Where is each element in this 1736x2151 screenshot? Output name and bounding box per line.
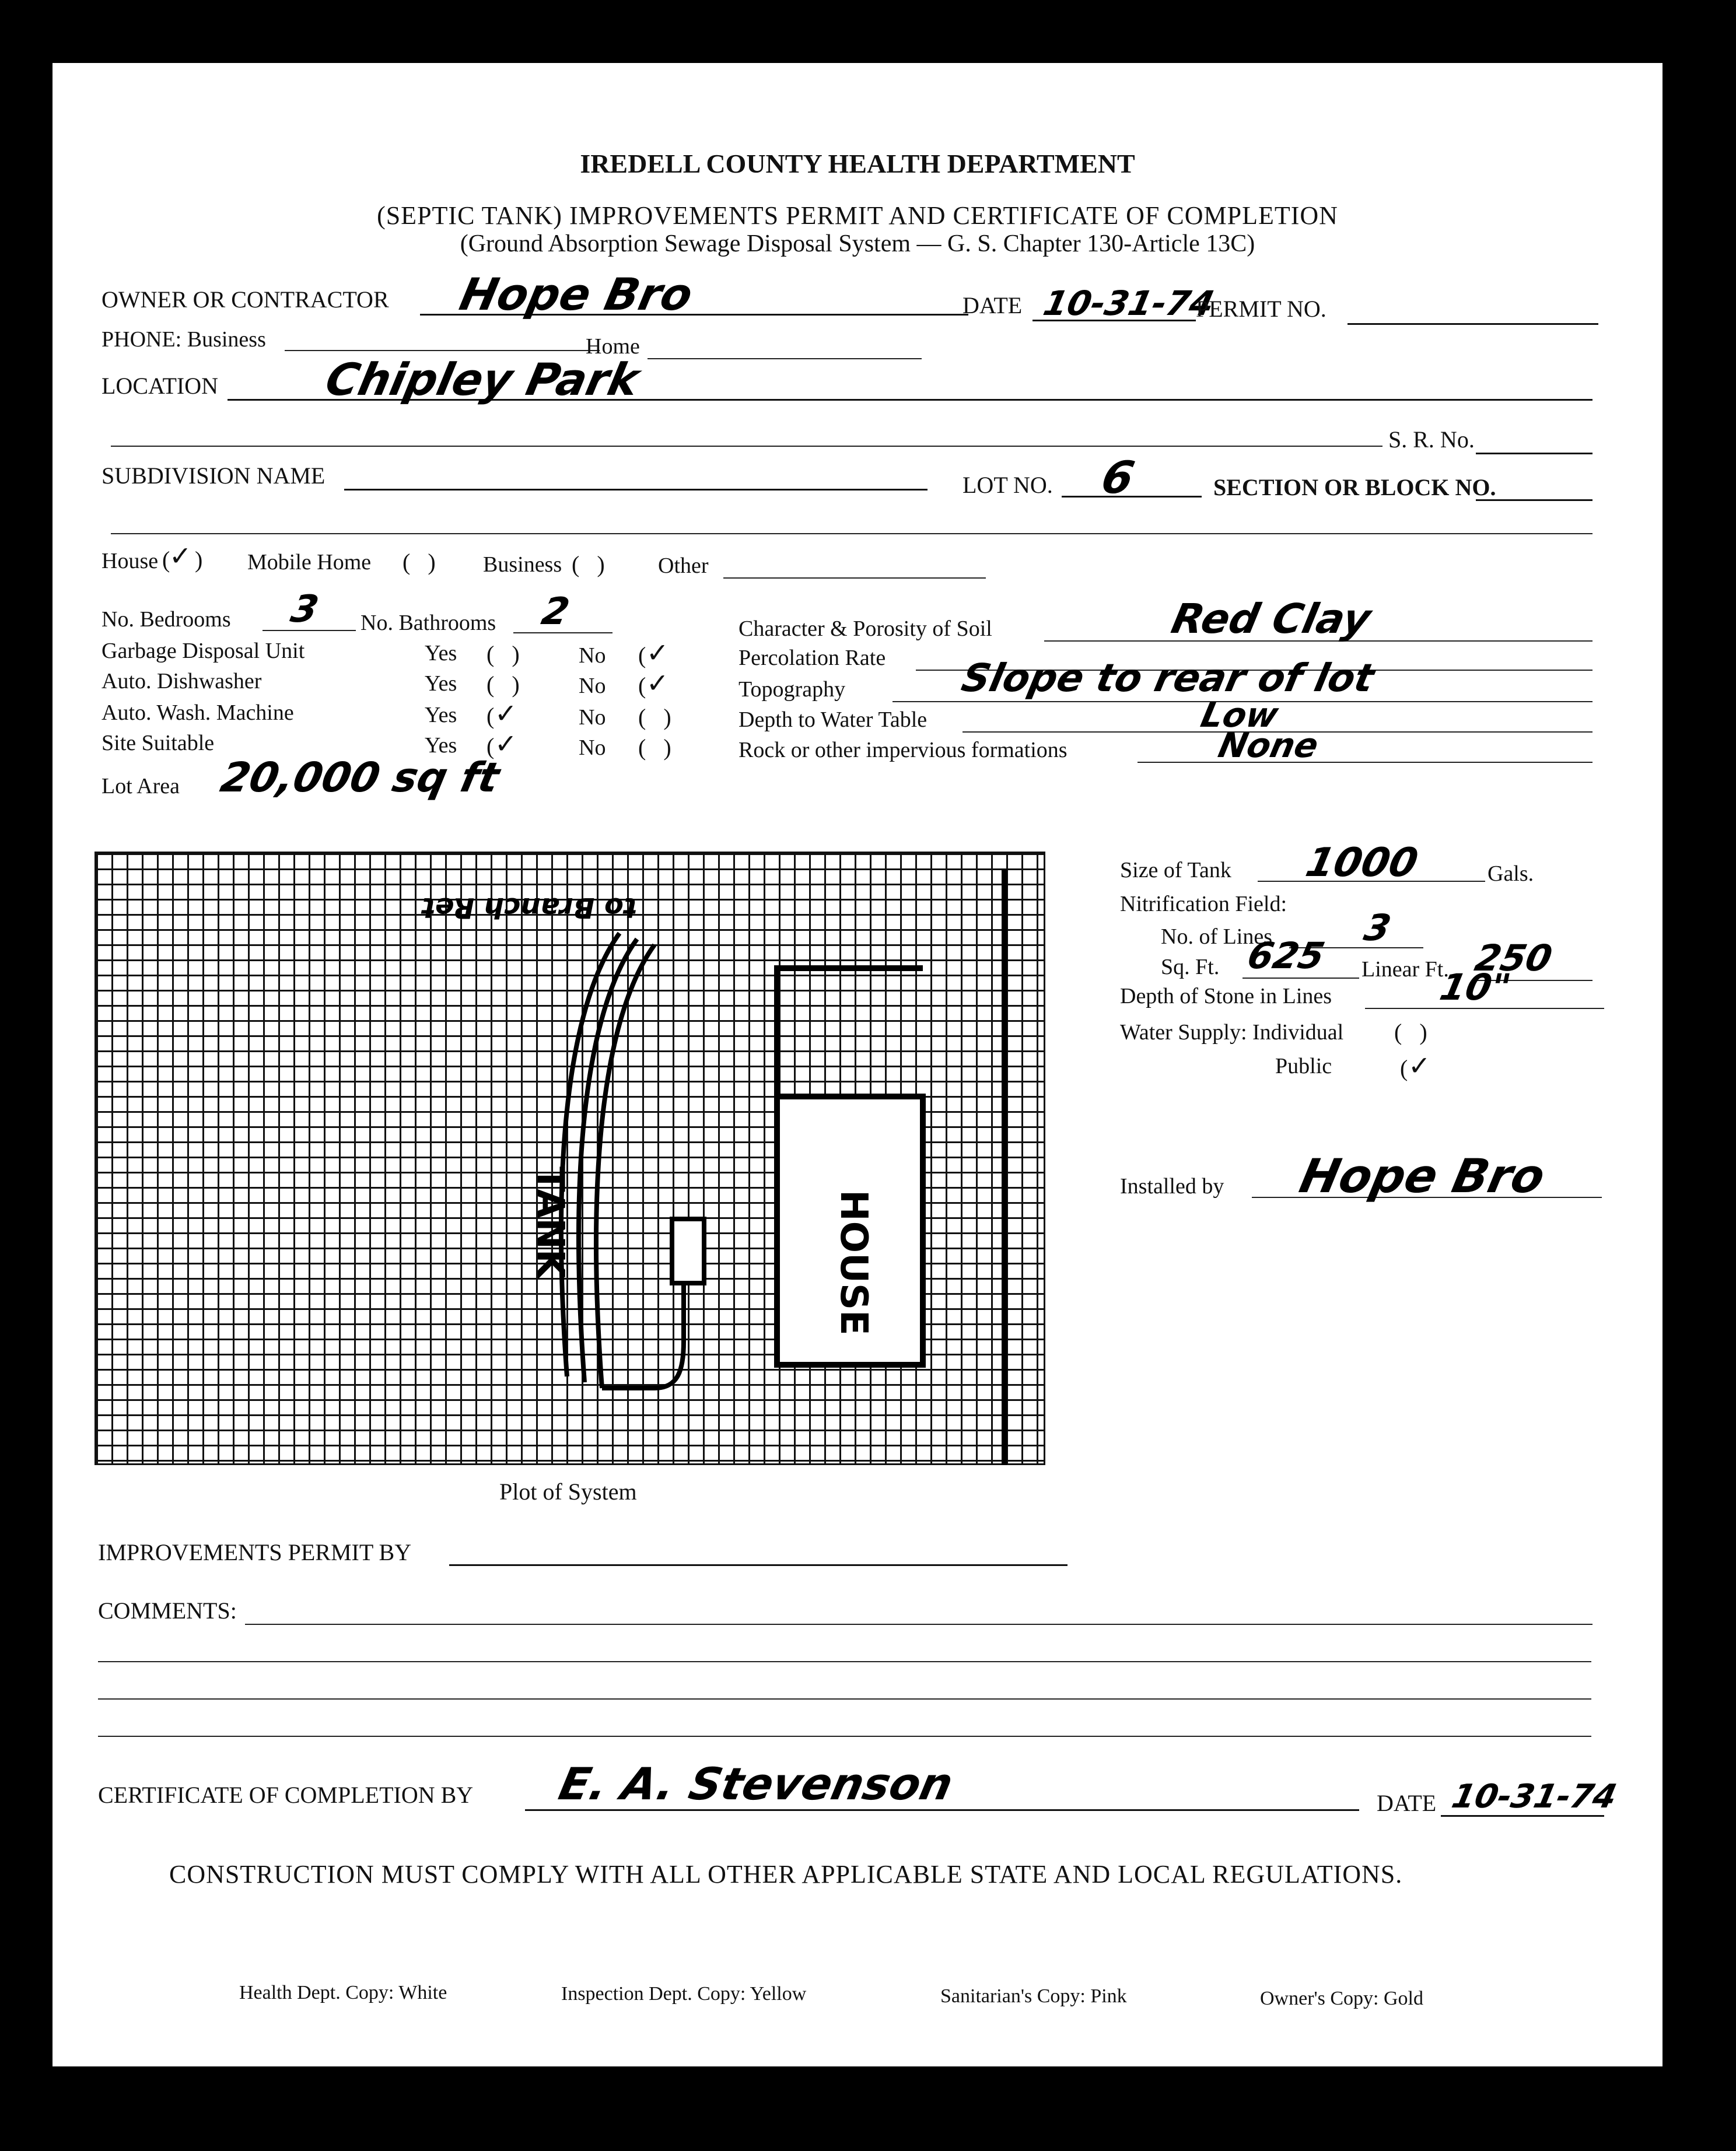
tank-label: TANK bbox=[528, 1166, 572, 1278]
lot-no-label: LOT NO. bbox=[963, 472, 1053, 498]
site-suitable-label: Site Suitable bbox=[102, 731, 215, 755]
garbage-yes-label: Yes bbox=[425, 641, 457, 665]
plot-sketch bbox=[94, 852, 1045, 1465]
septic-tank-box bbox=[672, 1219, 704, 1283]
dishwasher-label: Auto. Dishwasher bbox=[102, 669, 262, 693]
stone-depth-label: Depth of Stone in Lines bbox=[1120, 984, 1332, 1008]
lines-label: No. of Lines bbox=[1161, 924, 1273, 949]
rock-value[interactable]: None bbox=[1214, 726, 1322, 765]
department-title: IREDELL COUNTY HEALTH DEPARTMENT bbox=[580, 149, 1135, 178]
house-check[interactable]: ✓ bbox=[169, 540, 192, 572]
wash-yes-label: Yes bbox=[425, 703, 457, 727]
field-line-1 bbox=[561, 933, 620, 1376]
percolation-label: Percolation Rate bbox=[738, 646, 886, 670]
site-yes-label: Yes bbox=[425, 733, 457, 758]
section-label: SECTION OR BLOCK NO. bbox=[1213, 474, 1496, 500]
garbage-disposal-label: Garbage Disposal Unit bbox=[102, 639, 305, 663]
location-label: LOCATION bbox=[102, 373, 218, 399]
topography-value[interactable]: Slope to rear of lot bbox=[957, 656, 1378, 700]
bedrooms-value[interactable]: 3 bbox=[287, 588, 323, 631]
house-label-plot: HOUSE bbox=[832, 1190, 875, 1336]
phone-business-label: PHONE: Business bbox=[102, 327, 266, 352]
wash-no-label: No bbox=[579, 705, 606, 730]
permit-form: IREDELL COUNTY HEALTH DEPARTMENT (SEPTIC TANK) IMPROVEMENTS PERMIT AND CERTIFICATE OF COMPLETION (Ground Absorption Sewage Disposal System — G. S. Chapter 130-Article 13C) OWNER OR CONTRACTOR Hope Bro DATE 10-31-74 PERMIT NO. PHONE: Business Home LOCATION Chipley Park S. R. No. SUBDIVISION NAME LOT NO. 6 SECTION OR BLOCK NO. House ( ✓ ) Mobile Home ( ) Business ( ) Other No. Bedrooms 3 No. Bathrooms 2 Garbage Disposal Unit Yes ( ) No ( ✓ Auto. Dishwasher Yes ( ) No ( ✓ Auto. Wash. Machine Yes ( ✓ No ( ) Site Suitable Yes ( ✓ No ( ) Character & Porosity of Soil Red Clay Percolation Rate Topography Slope to rear of lot Depth to Water Table Low Rock or other impervious formations None Lot Area 20,000 sq ft TANK HOUSE to Branch Ret Plot of System Size of Tank 1000 Gals. Nitrification Field: No. of Lines 3 Sq. Ft. 625 Linear Ft. 250 Depth of Stone in Lines 10" Water Supply: Individual ( ) Public ( ✓ Installed by Hope Bro IMPROVEMENTS PERMIT BY COMMENTS: CERTIFICATE OF COMPLETION BY E. A. Stevenson DATE 10-31-74 CONSTRUCTION MUST COMPLY WITH ALL OTHER APPLICABLE STATE AND LOCAL REGULATIONS. Health Dept. Copy: White Inspection Dept. Copy: Yellow Sanitarian's Copy: Pink Owner's Copy: Gold bbox=[52, 63, 1662, 2066]
soil-character-value[interactable]: Red Clay bbox=[1167, 595, 1376, 643]
plot-top-note: to Branch Ret bbox=[422, 891, 637, 924]
wash-yes-check[interactable]: ✓ bbox=[495, 698, 517, 729]
copy-inspection-dept: Inspection Dept. Copy: Yellow bbox=[561, 1983, 807, 2005]
date-value[interactable]: 10-31-74 bbox=[1040, 283, 1218, 323]
other-label: Other bbox=[658, 553, 709, 578]
linear-ft-value[interactable]: 250 bbox=[1471, 937, 1556, 979]
sr-no-label: S. R. No. bbox=[1388, 426, 1475, 453]
certificate-label: CERTIFICATE OF COMPLETION BY bbox=[98, 1782, 474, 1808]
tank-size-value[interactable]: 1000 bbox=[1301, 840, 1422, 886]
dishwasher-yes-label: Yes bbox=[425, 671, 457, 696]
location-value[interactable]: Chipley Park bbox=[321, 353, 644, 405]
lines-value[interactable]: 3 bbox=[1360, 906, 1395, 949]
public-label: Public bbox=[1275, 1054, 1332, 1078]
linear-ft-label: Linear Ft. bbox=[1362, 957, 1449, 982]
water-table-value[interactable]: Low bbox=[1197, 695, 1282, 735]
house-extension bbox=[777, 968, 923, 1096]
wash-machine-label: Auto. Wash. Machine bbox=[102, 700, 294, 725]
copy-owner: Owner's Copy: Gold bbox=[1260, 1988, 1424, 2009]
site-yes-check[interactable]: ✓ bbox=[495, 728, 517, 759]
installed-by-value[interactable]: Hope Bro bbox=[1295, 1149, 1550, 1203]
soil-character-label: Character & Porosity of Soil bbox=[738, 616, 992, 641]
copy-health-dept: Health Dept. Copy: White bbox=[239, 1982, 447, 2003]
comments-label: COMMENTS: bbox=[98, 1598, 237, 1624]
water-table-label: Depth to Water Table bbox=[738, 707, 928, 732]
bathrooms-value[interactable]: 2 bbox=[538, 590, 573, 633]
lot-area-value[interactable]: 20,000 sq ft bbox=[216, 754, 504, 801]
gals-label: Gals. bbox=[1488, 861, 1534, 886]
house-label: House bbox=[102, 549, 159, 573]
tank-pipe bbox=[602, 1283, 684, 1388]
stone-depth-value[interactable]: 10" bbox=[1436, 966, 1515, 1008]
copy-sanitarian: Sanitarian's Copy: Pink bbox=[940, 1985, 1127, 2007]
dishwasher-no-label: No bbox=[579, 674, 606, 698]
permit-no-label: PERMIT NO. bbox=[1196, 296, 1326, 322]
site-no-label: No bbox=[579, 735, 606, 760]
topography-label: Topography bbox=[738, 677, 846, 702]
public-check[interactable]: ✓ bbox=[1408, 1050, 1431, 1081]
lot-area-label: Lot Area bbox=[102, 774, 180, 798]
bathrooms-label: No. Bathrooms bbox=[360, 611, 496, 635]
certificate-date-label: DATE bbox=[1377, 1790, 1437, 1816]
sqft-value[interactable]: 625 bbox=[1244, 934, 1329, 977]
nitrification-label: Nitrification Field: bbox=[1120, 892, 1287, 916]
plot-caption: Plot of System bbox=[499, 1479, 637, 1505]
rock-label: Rock or other impervious formations bbox=[738, 738, 1068, 762]
certificate-date-value[interactable]: 10-31-74 bbox=[1448, 1778, 1620, 1816]
certificate-signature[interactable]: E. A. Stevenson bbox=[554, 1758, 958, 1810]
bedrooms-label: No. Bedrooms bbox=[102, 607, 231, 632]
improvements-label: IMPROVEMENTS PERMIT BY bbox=[98, 1539, 412, 1565]
garbage-no-label: No bbox=[579, 643, 606, 668]
lot-no-value[interactable]: 6 bbox=[1097, 451, 1139, 503]
tank-size-label: Size of Tank bbox=[1120, 858, 1231, 882]
subdivision-label: SUBDIVISION NAME bbox=[102, 463, 326, 489]
garbage-no-check[interactable]: ✓ bbox=[646, 637, 669, 668]
water-supply-label: Water Supply: Individual bbox=[1120, 1020, 1344, 1045]
date-label: DATE bbox=[963, 292, 1023, 318]
compliance-notice: CONSTRUCTION MUST COMPLY WITH ALL OTHER APPLICABLE STATE AND LOCAL REGULATIONS. bbox=[169, 1860, 1403, 1889]
mobile-home-label: Mobile Home bbox=[247, 550, 372, 574]
business-label: Business bbox=[483, 552, 562, 577]
sqft-label: Sq. Ft. bbox=[1161, 955, 1220, 979]
phone-home-label: Home bbox=[586, 334, 640, 359]
form-subtitle: (Ground Absorption Sewage Disposal System — G. S. Chapter 130-Article 13C) bbox=[460, 230, 1255, 257]
form-title: (SEPTIC TANK) IMPROVEMENTS PERMIT AND CERTIFICATE OF COMPLETION bbox=[377, 201, 1338, 230]
dishwasher-no-check[interactable]: ✓ bbox=[646, 667, 669, 699]
installed-by-label: Installed by bbox=[1120, 1174, 1224, 1199]
owner-label: OWNER OR CONTRACTOR bbox=[102, 286, 389, 313]
owner-value[interactable]: Hope Bro bbox=[455, 268, 698, 320]
